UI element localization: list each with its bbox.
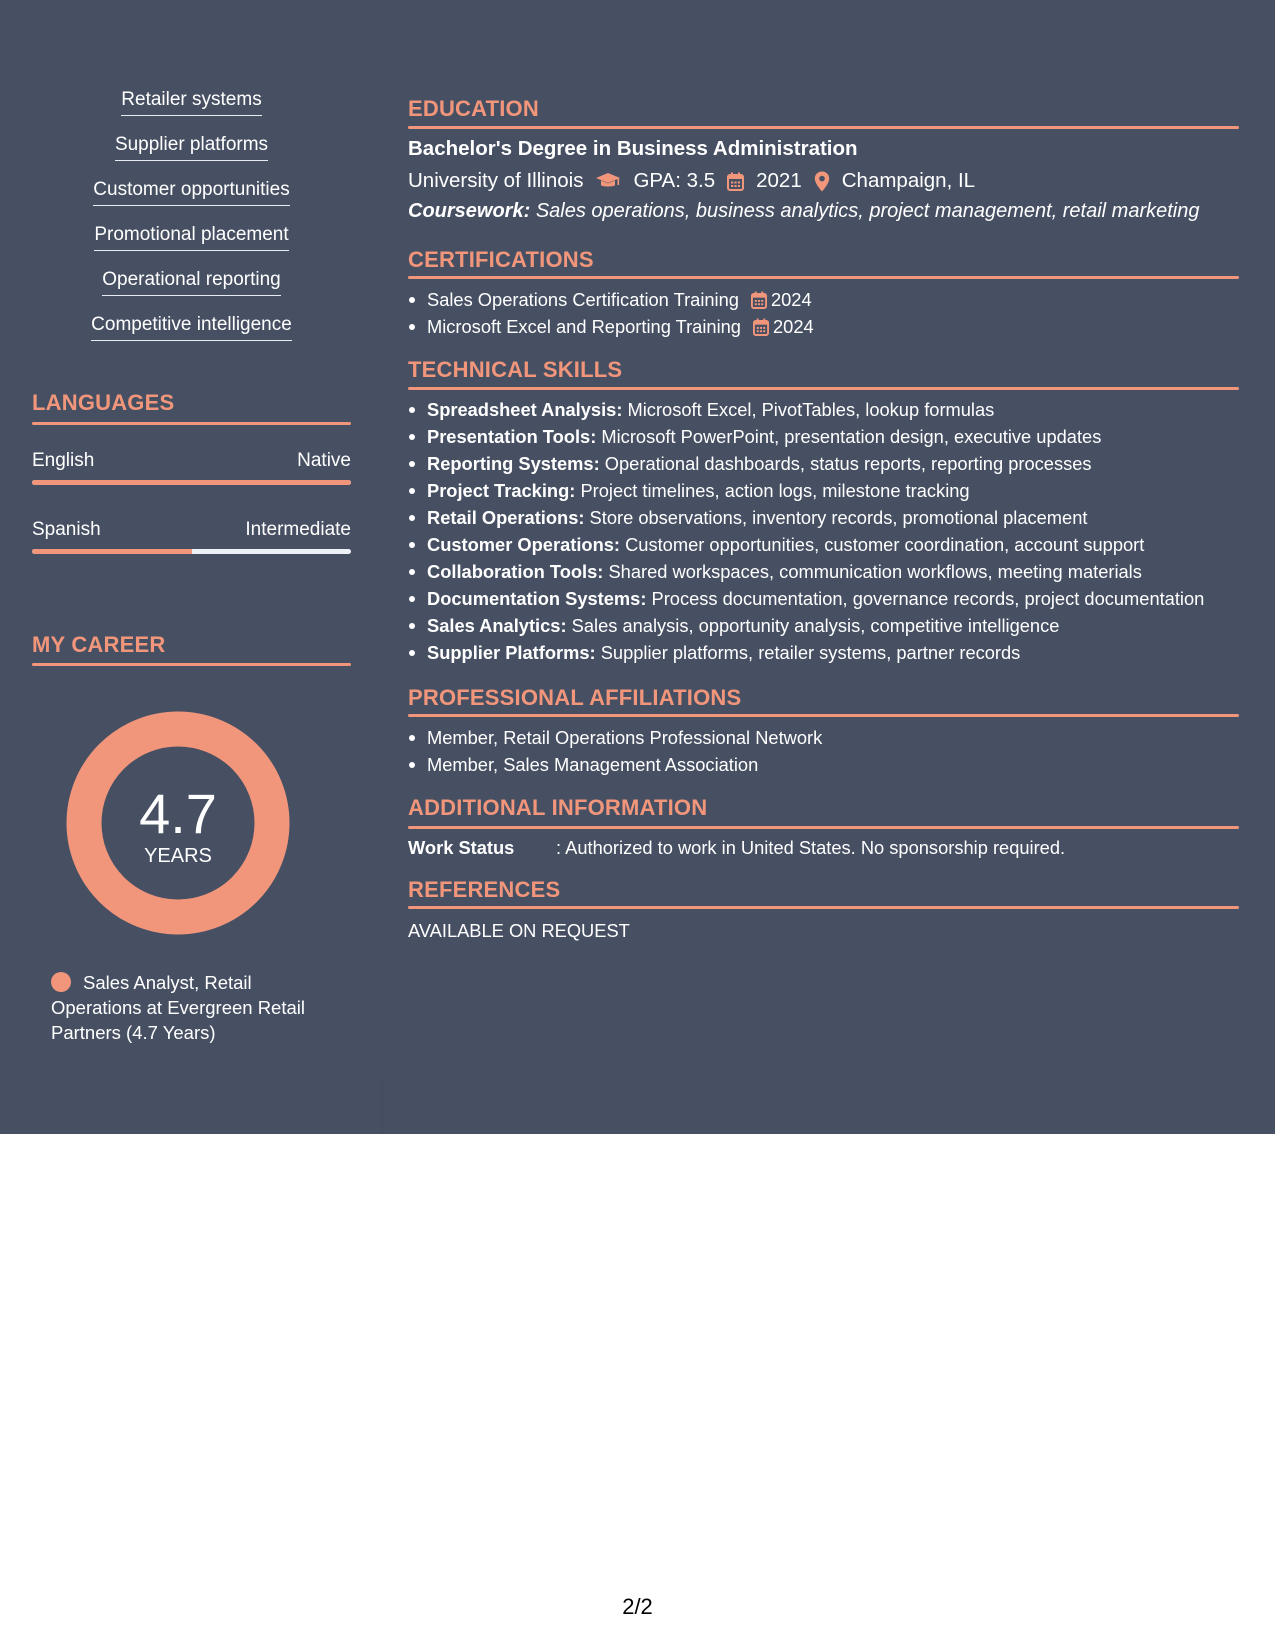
keyword-item <box>32 313 351 341</box>
skill-label: Presentation Tools: <box>427 426 597 447</box>
additional-info-rule <box>408 826 1239 829</box>
skill-value: Microsoft PowerPoint, presentation design, executive updates <box>601 426 1102 447</box>
work-status-value: : Authorized to work in United States. No sponsorship required. <box>556 837 1066 858</box>
list-item <box>408 504 1204 531</box>
career-years-number: 4.7 <box>139 782 217 845</box>
list-item: Member, Retail Operations Professional Network <box>408 724 822 751</box>
skill-value: Customer opportunities, customer coordination, account support <box>625 534 1145 555</box>
languages-rule <box>32 422 351 425</box>
keyword-item <box>32 268 351 296</box>
degree-title: Bachelor's Degree in Business Administration <box>408 137 858 160</box>
coursework <box>408 198 1199 224</box>
graduation-cap-icon <box>595 172 621 190</box>
graduation-year: 2021 <box>756 169 802 192</box>
work-status-row <box>408 836 1065 860</box>
list-item <box>408 612 1204 639</box>
career-legend-dot <box>51 972 71 992</box>
skill-value: Supplier platforms, retailer systems, partner records <box>600 642 1021 663</box>
keyword-item <box>32 178 351 206</box>
skill-label: Documentation Systems: <box>427 588 647 609</box>
language-name: English <box>32 450 95 471</box>
list-item <box>408 396 1204 423</box>
gpa-value: GPA: 3.5 <box>633 169 716 192</box>
skill-value: Project timelines, action logs, milestone tracking <box>580 480 970 501</box>
career-years-unit: YEARS <box>144 845 212 867</box>
affiliations-title: PROFESSIONAL AFFILIATIONS <box>408 685 742 710</box>
coursework-label: Coursework: <box>408 200 531 222</box>
school-location: Champaign, IL <box>841 169 976 192</box>
language-level-bar <box>32 549 351 554</box>
skill-label: Project Tracking: <box>427 480 576 501</box>
certification-year: 2024 <box>772 316 814 337</box>
list-item <box>408 313 814 340</box>
career-legend <box>51 970 331 1045</box>
keyword-label: Retailer systems <box>121 88 261 116</box>
language-level-bar <box>32 480 351 485</box>
language-level: Intermediate <box>245 519 351 540</box>
column-divider <box>382 1080 383 1134</box>
certification-year: 2024 <box>770 289 812 310</box>
career-rule <box>32 663 351 666</box>
skill-label: Retail Operations: <box>427 507 585 528</box>
skill-value: Sales analysis, opportunity analysis, competitive intelligence <box>571 615 1060 636</box>
skill-label: Customer Operations: <box>427 534 620 555</box>
language-level: Native <box>297 450 351 471</box>
keyword-label: Customer opportunities <box>93 178 289 206</box>
language-name: Spanish <box>32 519 101 540</box>
references-value: AVAILABLE ON REQUEST <box>408 920 630 941</box>
list-item <box>408 423 1204 450</box>
list-item <box>408 639 1204 666</box>
keyword-item <box>32 88 351 116</box>
references-rule <box>408 906 1239 909</box>
additional-info-title: ADDITIONAL INFORMATION <box>408 795 708 820</box>
skill-label: Collaboration Tools: <box>427 561 604 582</box>
coursework-text: Sales operations, business analytics, project management, retail marketing <box>535 200 1200 222</box>
list-item: Member, Sales Management Association <box>408 751 822 778</box>
certifications-rule <box>408 276 1239 279</box>
affiliations-rule <box>408 714 1239 717</box>
skills-rule <box>408 387 1239 390</box>
school-name: University of Illinois <box>408 169 584 192</box>
work-status-label: Work Status <box>408 837 515 858</box>
education-title: EDUCATION <box>408 96 539 121</box>
certifications-title: CERTIFICATIONS <box>408 247 594 272</box>
career-donut-chart <box>66 711 290 935</box>
skill-label: Supplier Platforms: <box>427 642 596 663</box>
list-item <box>408 286 814 313</box>
certifications-list <box>408 286 814 340</box>
language-row <box>32 449 351 473</box>
career-legend-text: Sales Analyst, Retail Operations at Evergreen Retail Partners (4.7 Years) <box>51 972 305 1043</box>
skill-value: Process documentation, governance records, project documentation <box>651 588 1205 609</box>
affiliations-list <box>408 724 822 778</box>
education-meta <box>408 168 975 194</box>
page-number: 2/2 <box>622 1594 653 1619</box>
keyword-item <box>32 133 351 161</box>
skills-title: TECHNICAL SKILLS <box>408 357 623 382</box>
location-pin-icon <box>814 171 830 192</box>
keyword-label: Operational reporting <box>102 268 281 296</box>
keyword-label: Supplier platforms <box>115 133 268 161</box>
career-title: MY CAREER <box>32 632 166 657</box>
skill-value: Operational dashboards, status reports, reporting processes <box>604 453 1092 474</box>
education-rule <box>408 126 1239 129</box>
skill-label: Spreadsheet Analysis: <box>427 399 623 420</box>
calendar-icon <box>751 291 767 309</box>
languages-title: LANGUAGES <box>32 390 175 415</box>
certification-name: Sales Operations Certification Training <box>427 289 739 310</box>
skill-label: Reporting Systems: <box>427 453 600 474</box>
list-item <box>408 558 1204 585</box>
list-item <box>408 477 1204 504</box>
skill-value: Shared workspaces, communication workflows, meeting materials <box>608 561 1142 582</box>
language-level-fill <box>32 549 192 554</box>
keyword-label: Competitive intelligence <box>91 313 292 341</box>
language-level-fill <box>32 480 351 485</box>
references-title: REFERENCES <box>408 877 561 902</box>
skills-list <box>408 396 1204 666</box>
calendar-icon <box>727 172 744 191</box>
language-row <box>32 518 351 542</box>
skill-value: Store observations, inventory records, promotional placement <box>589 507 1088 528</box>
calendar-icon <box>753 318 769 336</box>
certification-name: Microsoft Excel and Reporting Training <box>427 316 741 337</box>
list-item <box>408 585 1204 612</box>
skill-value: Microsoft Excel, PivotTables, lookup formulas <box>627 399 995 420</box>
skill-label: Sales Analytics: <box>427 615 567 636</box>
keyword-item <box>32 223 351 251</box>
keyword-label: Promotional placement <box>94 223 288 251</box>
list-item <box>408 531 1204 558</box>
list-item <box>408 450 1204 477</box>
